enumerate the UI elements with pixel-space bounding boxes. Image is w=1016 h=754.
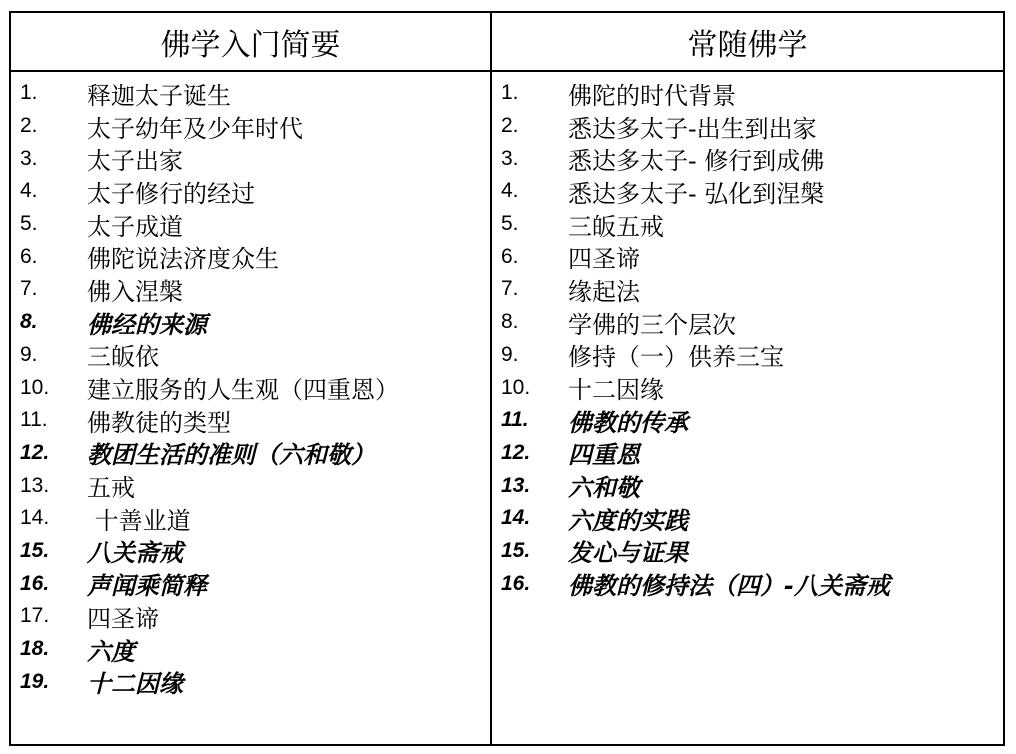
item-number: 12. (501, 440, 531, 464)
column-right-list (492, 77, 1003, 600)
item-text: 十二因缘 (87, 670, 183, 699)
list-item (492, 240, 1003, 273)
item-number: 15. (20, 538, 50, 562)
list-item (492, 535, 1003, 568)
item-text: 太子成道 (87, 212, 183, 241)
list-item (492, 567, 1003, 600)
item-text: 八关斋戒 (87, 539, 183, 568)
item-number: 16. (20, 571, 50, 595)
list-item (492, 175, 1003, 208)
item-text: 三皈五戒 (568, 212, 664, 241)
item-number: 16. (501, 571, 531, 595)
column-left (11, 13, 490, 744)
list-item (11, 502, 490, 535)
column-right-title: 常随佛学 (492, 13, 1003, 72)
list-item (11, 437, 490, 470)
item-number: 4. (501, 179, 519, 203)
item-text: 佛教的修持法（四）-八关斋戒 (568, 572, 890, 601)
item-text: 佛陀的时代背景 (568, 81, 736, 110)
list-item (492, 110, 1003, 143)
item-text: 太子幼年及少年时代 (87, 114, 303, 143)
item-text: 教团生活的准则（六和敬） (87, 441, 375, 470)
item-text: 五戒 (87, 474, 135, 503)
list-item (11, 208, 490, 241)
list-item (11, 306, 490, 339)
item-number: 10. (20, 375, 50, 399)
list-item (11, 339, 490, 372)
item-text: 佛入涅槃 (87, 277, 183, 306)
list-item (11, 142, 490, 175)
list-item (11, 633, 490, 666)
item-number: 6. (20, 244, 38, 268)
item-text: 四圣谛 (87, 604, 159, 633)
item-text: 发心与证果 (568, 539, 688, 568)
list-item (11, 110, 490, 143)
list-item (492, 502, 1003, 535)
list-item (11, 600, 490, 633)
list-item (11, 404, 490, 437)
item-number: 17. (20, 604, 50, 628)
list-item (492, 339, 1003, 372)
item-number: 9. (20, 342, 38, 366)
item-text: 佛陀说法济度众生 (87, 245, 279, 274)
item-text: 佛教的传承 (568, 408, 688, 437)
item-number: 14. (20, 506, 50, 530)
item-number: 11. (501, 408, 529, 432)
item-number: 18. (20, 637, 50, 661)
list-item (11, 77, 490, 110)
list-item (11, 469, 490, 502)
item-text: 建立服务的人生观（四重恩） (87, 376, 399, 405)
item-number: 7. (501, 277, 519, 301)
list-item (11, 665, 490, 698)
list-item (492, 437, 1003, 470)
item-number: 15. (501, 538, 531, 562)
item-number: 8. (20, 310, 38, 334)
item-text: 缘起法 (568, 277, 640, 306)
item-text: 四圣谛 (568, 245, 640, 274)
item-text: 三皈依 (87, 343, 159, 372)
item-number: 11. (20, 408, 48, 432)
item-text: 太子出家 (87, 147, 183, 176)
item-number: 1. (20, 81, 38, 105)
comparison-table (9, 11, 1005, 746)
item-number: 9. (501, 342, 519, 366)
item-number: 5. (20, 212, 38, 236)
item-text: 悉达多太子-出生到出家 (568, 114, 817, 143)
list-item (11, 273, 490, 306)
item-text: 十善业道 (87, 506, 191, 535)
item-number: 1. (501, 81, 519, 105)
item-number: 13. (501, 473, 531, 497)
list-item (492, 371, 1003, 404)
item-number: 2. (501, 114, 519, 138)
list-item (492, 273, 1003, 306)
item-text: 六度 (87, 637, 135, 666)
column-right (490, 13, 1003, 744)
list-item (11, 535, 490, 568)
item-text: 四重恩 (568, 441, 640, 470)
list-item (492, 306, 1003, 339)
item-number: 10. (501, 375, 531, 399)
item-text: 修持（一）供养三宝 (568, 343, 784, 372)
list-item (492, 77, 1003, 110)
list-item (11, 175, 490, 208)
item-number: 8. (501, 310, 519, 334)
list-item (11, 240, 490, 273)
item-text: 释迦太子诞生 (87, 81, 231, 110)
item-number: 3. (20, 146, 38, 170)
list-item (492, 208, 1003, 241)
item-text: 佛经的来源 (87, 310, 207, 339)
item-number: 5. (501, 212, 519, 236)
item-number: 6. (501, 244, 519, 268)
item-number: 19. (20, 669, 50, 693)
item-text: 佛教徒的类型 (87, 408, 231, 437)
item-number: 13. (20, 473, 50, 497)
item-text: 十二因缘 (568, 376, 664, 405)
list-item (492, 142, 1003, 175)
item-text: 悉达多太子- 弘化到涅槃 (568, 179, 825, 208)
item-text: 声闻乘简释 (87, 572, 207, 601)
item-text: 学佛的三个层次 (568, 310, 736, 339)
item-text: 六和敬 (568, 474, 640, 503)
item-text: 悉达多太子- 修行到成佛 (568, 147, 825, 176)
item-number: 4. (20, 179, 38, 203)
item-number: 14. (501, 506, 531, 530)
item-number: 7. (20, 277, 38, 301)
column-left-list (11, 77, 490, 698)
list-item (11, 567, 490, 600)
column-left-title: 佛学入门简要 (11, 13, 490, 72)
list-item (492, 404, 1003, 437)
item-number: 2. (20, 114, 38, 138)
item-number: 12. (20, 440, 50, 464)
item-text: 太子修行的经过 (87, 179, 255, 208)
list-item (11, 371, 490, 404)
item-text: 六度的实践 (568, 506, 688, 535)
item-number: 3. (501, 146, 519, 170)
list-item (492, 469, 1003, 502)
